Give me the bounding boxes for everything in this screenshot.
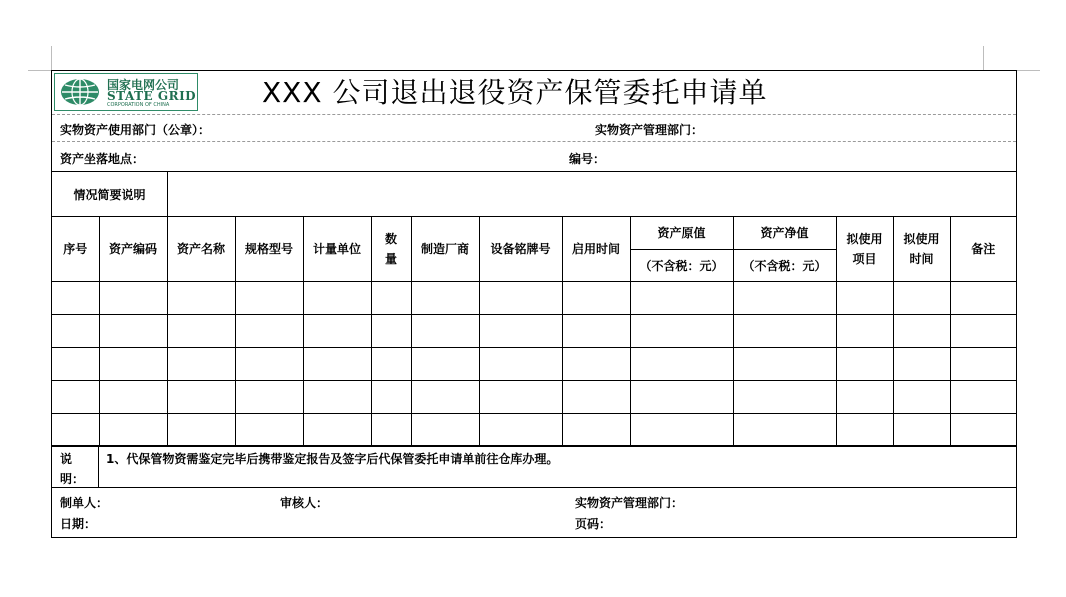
table-cell[interactable] — [303, 347, 371, 380]
col-header-net-value: 资产净值 — [733, 217, 836, 249]
table-cell[interactable] — [950, 380, 1016, 413]
note-text: 1、代保管物资需鉴定完毕后携带鉴定报告及签字后代保管委托申请单前往仓库办理。 — [106, 452, 559, 466]
table-cell[interactable] — [893, 281, 950, 314]
table-cell[interactable] — [479, 281, 562, 314]
table-cell[interactable] — [303, 281, 371, 314]
asset-table — [52, 217, 1016, 447]
maker-field[interactable]: 制单人： — [60, 496, 109, 510]
table-cell[interactable] — [52, 380, 99, 413]
col-header-qty — [371, 217, 411, 281]
table-cell[interactable] — [479, 380, 562, 413]
table-cell[interactable] — [893, 380, 950, 413]
col-header-qty-top: 数 — [384, 231, 397, 246]
table-cell[interactable] — [836, 413, 893, 446]
table-cell[interactable] — [630, 281, 733, 314]
table-cell[interactable] — [167, 314, 235, 347]
table-cell[interactable] — [411, 281, 479, 314]
date-field[interactable]: 日期： — [60, 517, 97, 531]
crop-mark-left-horizontal — [28, 70, 51, 71]
table-cell[interactable] — [479, 347, 562, 380]
table-cell[interactable] — [99, 413, 167, 446]
table-cell[interactable] — [562, 281, 630, 314]
table-cell[interactable] — [479, 314, 562, 347]
table-cell[interactable] — [99, 314, 167, 347]
col-header-orig-value: 资产原值 — [630, 217, 733, 249]
col-header-use-item-top: 拟使用 — [846, 231, 883, 246]
note-label-bottom: 明： — [60, 472, 85, 486]
table-cell[interactable] — [371, 380, 411, 413]
table-cell[interactable] — [235, 380, 303, 413]
table-cell[interactable] — [479, 413, 562, 446]
note-row — [52, 445, 1016, 488]
info-row-departments — [52, 115, 1016, 142]
number-field[interactable]: 编号： — [569, 152, 606, 166]
col-header-unit: 计量单位 — [303, 217, 371, 281]
location-field[interactable]: 资产坐落地点： — [60, 152, 145, 166]
table-cell[interactable] — [836, 347, 893, 380]
col-header-qty-bottom: 量 — [384, 251, 397, 266]
table-cell[interactable] — [733, 314, 836, 347]
table-cell[interactable] — [411, 413, 479, 446]
table-cell[interactable] — [411, 380, 479, 413]
col-header-orig-value-unit: （不含税：元） — [630, 249, 733, 281]
table-cell[interactable] — [303, 413, 371, 446]
table-cell[interactable] — [52, 281, 99, 314]
note-label — [52, 446, 99, 488]
summary-row — [52, 172, 1016, 217]
mgmt-dept-field[interactable]: 实物资产管理部门： — [595, 123, 704, 137]
table-cell[interactable] — [562, 413, 630, 446]
table-cell[interactable] — [836, 281, 893, 314]
table-cell[interactable] — [836, 314, 893, 347]
col-header-net-value-unit: （不含税：元） — [733, 249, 836, 281]
table-cell[interactable] — [99, 347, 167, 380]
table-row — [52, 314, 1016, 347]
col-header-spec: 规格型号 — [235, 217, 303, 281]
table-cell[interactable] — [893, 347, 950, 380]
usage-dept-field[interactable]: 实物资产使用部门（公章）： — [60, 123, 211, 137]
note-label-top: 说 — [60, 452, 73, 466]
table-cell[interactable] — [99, 380, 167, 413]
table-cell[interactable] — [562, 314, 630, 347]
table-cell[interactable] — [630, 347, 733, 380]
col-header-start: 启用时间 — [562, 217, 630, 281]
col-header-maker: 制造厂商 — [411, 217, 479, 281]
crop-mark-right-vertical — [983, 46, 984, 70]
table-cell[interactable] — [562, 347, 630, 380]
table-cell[interactable] — [733, 413, 836, 446]
sign-mgmt-dept-field[interactable]: 实物资产管理部门： — [575, 496, 684, 510]
table-cell[interactable] — [99, 281, 167, 314]
summary-label: 情况简要说明 — [52, 172, 168, 216]
table-cell[interactable] — [167, 347, 235, 380]
table-cell[interactable] — [733, 347, 836, 380]
table-cell[interactable] — [371, 314, 411, 347]
crop-mark-right-horizontal — [1017, 70, 1040, 71]
table-cell[interactable] — [630, 314, 733, 347]
table-cell[interactable] — [950, 281, 1016, 314]
table-cell[interactable] — [733, 281, 836, 314]
globe-icon — [58, 77, 102, 107]
page-field[interactable]: 页码： — [575, 517, 612, 531]
table-cell[interactable] — [235, 413, 303, 446]
table-cell[interactable] — [411, 347, 479, 380]
logo-name-cn: 国家电网公司 — [107, 78, 180, 92]
col-header-remark: 备注 — [950, 217, 1016, 281]
table-row — [52, 347, 1016, 380]
table-row — [52, 380, 1016, 413]
crop-mark-left-vertical — [51, 46, 52, 70]
table-cell[interactable] — [235, 314, 303, 347]
table-cell[interactable] — [52, 347, 99, 380]
table-cell[interactable] — [235, 347, 303, 380]
col-header-plate: 设备铭牌号 — [479, 217, 562, 281]
table-cell[interactable] — [893, 413, 950, 446]
logo-subtitle: CORPORATION OF CHINA — [107, 102, 170, 108]
table-cell[interactable] — [52, 314, 99, 347]
table-cell[interactable] — [167, 413, 235, 446]
col-header-use-time — [893, 217, 950, 281]
table-row — [52, 281, 1016, 314]
logo-name-en: STATE GRID — [107, 89, 197, 103]
table-row — [52, 413, 1016, 446]
info-row-location — [52, 142, 1016, 172]
col-header-seq: 序号 — [52, 217, 99, 281]
col-header-use-time-top: 拟使用 — [903, 231, 940, 246]
table-cell[interactable] — [950, 413, 1016, 446]
table-cell[interactable] — [167, 281, 235, 314]
table-cell[interactable] — [303, 314, 371, 347]
col-header-use-item-bottom: 项目 — [852, 251, 877, 266]
table-cell[interactable] — [562, 380, 630, 413]
table-cell[interactable] — [630, 413, 733, 446]
table-cell[interactable] — [52, 413, 99, 446]
table-cell[interactable] — [371, 347, 411, 380]
table-cell[interactable] — [733, 380, 836, 413]
col-header-use-time-bottom: 时间 — [909, 251, 934, 266]
col-header-code: 资产编码 — [99, 217, 167, 281]
reviewer-field[interactable]: 审核人： — [280, 496, 329, 510]
table-cell[interactable] — [371, 281, 411, 314]
state-grid-logo — [54, 73, 198, 111]
col-header-name: 资产名称 — [167, 217, 235, 281]
page-title: XXX 公司退出退役资产保管委托申请单 — [262, 76, 768, 109]
table-cell[interactable] — [836, 380, 893, 413]
asset-custody-form — [51, 70, 1017, 538]
summary-input[interactable] — [168, 172, 1016, 216]
table-cell[interactable] — [235, 281, 303, 314]
col-header-use-item — [836, 217, 893, 281]
table-cell[interactable] — [371, 413, 411, 446]
form-header — [52, 71, 1016, 115]
table-header-row — [52, 217, 1016, 249]
table-cell[interactable] — [893, 314, 950, 347]
table-cell[interactable] — [167, 380, 235, 413]
signature-row — [52, 488, 1016, 537]
table-cell[interactable] — [950, 347, 1016, 380]
table-cell[interactable] — [630, 380, 733, 413]
table-cell[interactable] — [411, 314, 479, 347]
table-cell[interactable] — [303, 380, 371, 413]
table-cell[interactable] — [950, 314, 1016, 347]
